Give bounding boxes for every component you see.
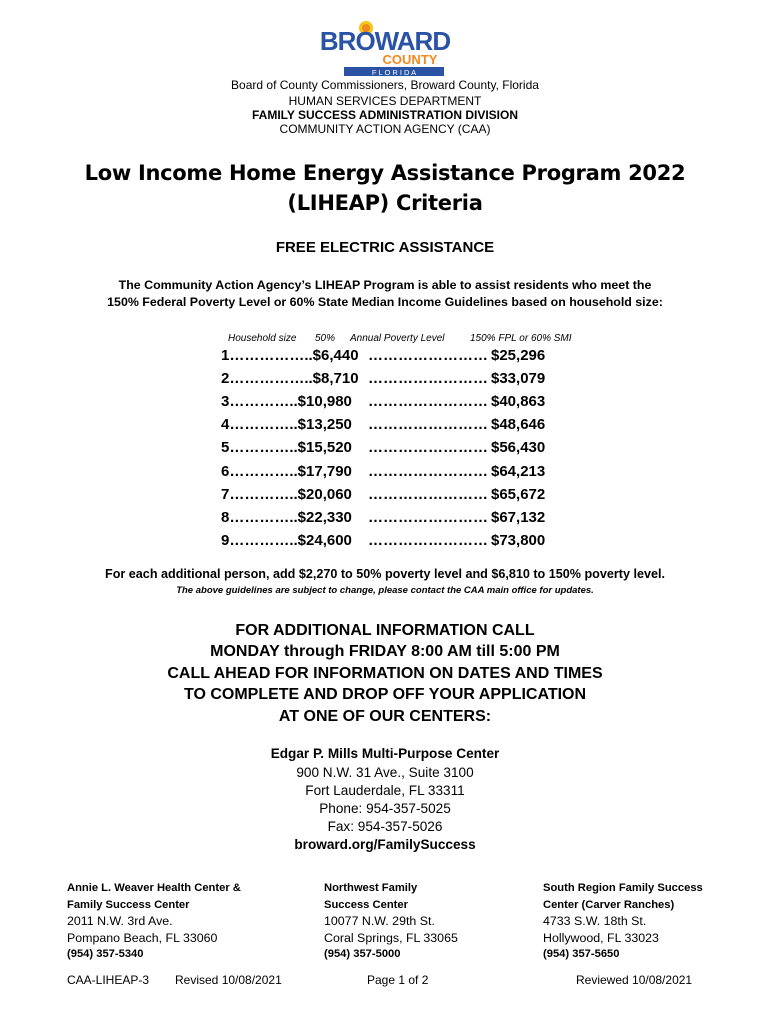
household-income-50: 9…………..$24,600 [221, 531, 352, 549]
header-line-3: FAMILY SUCCESS ADMINISTRATION DIVISION [251, 108, 519, 122]
col-header-apl: Annual Poverty Level [350, 333, 445, 344]
main-center-address-1: 900 N.W. 31 Ave., Suite 3100 [296, 765, 474, 780]
center-1-name-1: Annie L. Weaver Health Center & [67, 882, 241, 894]
row-leader-dots: …………………… [368, 347, 488, 364]
footer-reviewed: Reviewed 10/08/2021 [576, 973, 693, 987]
additional-person-note: For each additional person, add $2,270 to 50% poverty level and $6,810 to 150% poverty level. [105, 567, 665, 581]
table-row [0, 393, 770, 415]
table-row [0, 532, 770, 554]
logo-word-broward: BROWARD [320, 26, 450, 56]
table-row [0, 370, 770, 392]
household-income-50: 3…………..$10,980 [221, 393, 352, 411]
income-limit-150: $64,213 [491, 462, 546, 480]
broward-county-logo [320, 20, 450, 80]
center-2-address-1: 10077 N.W. 29th St. [324, 914, 435, 928]
center-3-address-1: 4733 S.W. 18th St. [543, 914, 647, 928]
intro-line-2: 150% Federal Poverty Level or 60% State Median Income Guidelines based on household size: [107, 295, 663, 309]
col-header-household: Household size [228, 333, 297, 344]
row-leader-dots: …………………… [368, 485, 488, 503]
income-limit-150: $56,430 [491, 439, 546, 457]
main-center-name: Edgar P. Mills Multi-Purpose Center [270, 746, 500, 761]
center-3-address-2: Hollywood, FL 33023 [543, 930, 659, 945]
main-center-fax: Fax: 954-357-5026 [327, 819, 443, 834]
household-income-50: 2……………..$8,710 [221, 370, 359, 388]
table-row [0, 509, 770, 531]
row-leader-dots: …………………… [368, 416, 488, 434]
col-header-fpl: 150% FPL or 60% SMI [470, 333, 572, 344]
table-row [0, 416, 770, 438]
disclaimer-note: The above guidelines are subject to change, please contact the CAA main office for updates. [176, 585, 594, 596]
row-leader-dots: …………………… [368, 508, 488, 526]
row-leader-dots: …………………… [368, 531, 488, 549]
logo-word-county: COUNTY [382, 52, 438, 67]
row-leader-dots: …………………… [368, 393, 488, 411]
table-row [0, 439, 770, 461]
income-limit-150: $73,800 [491, 531, 546, 549]
row-leader-dots: …………………… [368, 462, 488, 480]
main-center-address-2: Fort Lauderdale, FL 33311 [305, 783, 465, 798]
header-line-2: HUMAN SERVICES DEPARTMENT [288, 94, 482, 108]
center-2-name-1: Northwest Family [324, 882, 418, 894]
page-title-line-1: Low Income Home Energy Assistance Program 2022 [84, 161, 686, 185]
center-3-name-2: Center (Carver Ranches) [543, 898, 675, 911]
footer-page-number: Page 1 of 2 [367, 973, 429, 987]
call-line-4: TO COMPLETE AND DROP OFF YOUR APPLICATION [183, 686, 587, 703]
household-income-50: 5…………..$15,520 [221, 439, 352, 457]
income-limit-150: $25,296 [491, 347, 546, 364]
call-line-2: MONDAY through FRIDAY 8:00 AM till 5:00 PM [210, 643, 560, 660]
income-limit-150: $48,646 [491, 416, 546, 434]
center-1-address-1: 2011 N.W. 3rd Ave. [67, 914, 173, 928]
col-header-50: 50% [315, 333, 336, 344]
income-limit-150: $40,863 [491, 393, 546, 411]
center-column-2 [324, 880, 554, 963]
main-center-website[interactable]: broward.org/FamilySuccess [294, 837, 476, 852]
household-income-50: 7…………..$20,060 [221, 485, 352, 503]
footer-revised: Revised 10/08/2021 [175, 973, 282, 987]
center-2-name-2: Success Center [324, 898, 408, 911]
household-income-50: 6…………..$17,790 [221, 462, 352, 480]
table-row [0, 347, 770, 369]
page-title-line-2: (LIHEAP) Criteria [287, 191, 483, 215]
household-income-50: 1……………..$6,440 [221, 347, 359, 364]
call-line-5: AT ONE OF OUR CENTERS: [278, 708, 492, 725]
center-1-phone: (954) 357-5340 [67, 948, 144, 960]
logo-graphic [320, 20, 450, 80]
income-limit-150: $33,079 [491, 370, 546, 388]
income-limit-150: $65,672 [491, 485, 546, 503]
intro-line-1: The Community Action Agency’s LIHEAP Program is able to assist residents who meet the [118, 278, 652, 292]
table-row [0, 486, 770, 508]
household-income-50: 4…………..$13,250 [221, 416, 352, 434]
center-2-address-2: Coral Springs, FL 33065 [324, 930, 458, 945]
footer-form-id: CAA-LIHEAP-3 [67, 973, 150, 987]
header-line-4: COMMUNITY ACTION AGENCY (CAA) [279, 122, 491, 136]
logo-word-florida: F L O R I D A [371, 68, 417, 77]
row-leader-dots: …………………… [368, 370, 488, 388]
row-leader-dots: …………………… [368, 439, 488, 457]
center-2-phone: (954) 357-5000 [324, 948, 401, 960]
income-limit-150: $67,132 [491, 508, 546, 526]
center-3-name-1: South Region Family Success [543, 882, 703, 894]
header-line-1: Board of County Commissioners, Broward County, Florida [231, 78, 539, 92]
center-1-address-2: Pompano Beach, FL 33060 [67, 930, 218, 945]
table-row [0, 463, 770, 485]
center-3-phone: (954) 357-5650 [543, 948, 620, 960]
center-column-3 [543, 880, 770, 963]
center-1-name-2: Family Success Center [67, 898, 190, 911]
call-line-1: FOR ADDITIONAL INFORMATION CALL [235, 622, 535, 639]
center-column-1 [67, 880, 297, 963]
household-income-50: 8…………..$22,330 [221, 508, 352, 526]
subtitle: FREE ELECTRIC ASSISTANCE [275, 239, 495, 256]
call-line-3: CALL AHEAD FOR INFORMATION ON DATES AND TIMES [167, 665, 603, 682]
main-center-phone: Phone: 954-357-5025 [319, 801, 451, 816]
